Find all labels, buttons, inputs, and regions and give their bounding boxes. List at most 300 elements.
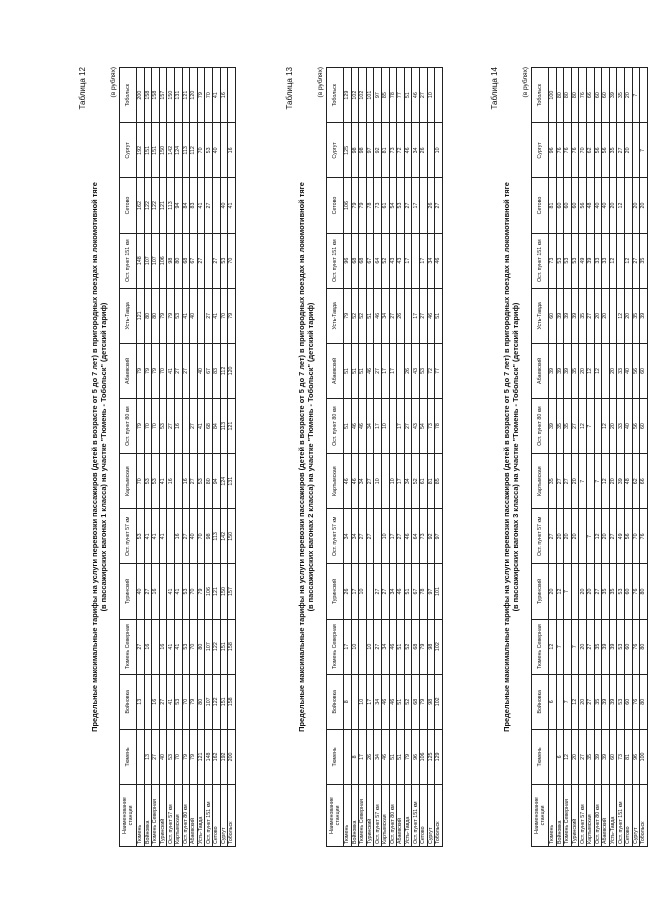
fare-cell: 41 xyxy=(159,454,167,509)
fare-cell: 26 xyxy=(397,288,405,343)
table-row xyxy=(167,68,175,847)
fare-cell: 61 xyxy=(419,454,427,509)
fare-cell: 12 xyxy=(579,399,587,454)
table-row xyxy=(549,68,557,847)
row-station-name: Усть-Тавда xyxy=(404,785,412,847)
currency-note: (в рублях) xyxy=(110,67,117,98)
fare-cell: 79 xyxy=(190,729,198,784)
table-row xyxy=(366,68,374,847)
fare-cell: 150 xyxy=(228,509,236,564)
column-header: Сетово xyxy=(327,178,344,233)
fare-cell: 6 xyxy=(549,674,557,729)
row-station-name: Тобольск xyxy=(228,785,236,847)
fare-cell: 60 xyxy=(602,68,610,123)
fare-cell xyxy=(344,729,352,784)
fare-cell: 39 xyxy=(609,674,617,729)
fare-cell: 79 xyxy=(167,288,175,343)
fare-cell: 70 xyxy=(182,674,190,729)
section-header xyxy=(285,67,325,847)
fare-cell: 53 xyxy=(159,399,167,454)
column-header: Войновка xyxy=(120,674,137,729)
row-station-name: Тюмень Северная xyxy=(152,785,160,847)
fare-cell xyxy=(137,729,145,784)
fare-cell: 142 xyxy=(220,509,228,564)
column-header: Ост. пункт 57 км xyxy=(120,509,137,564)
fare-cell: 35 xyxy=(594,619,602,674)
row-station-name: Войновка xyxy=(144,785,152,847)
fare-cell: 41 xyxy=(212,68,220,123)
fare-cell: 46 xyxy=(427,288,435,343)
fare-cell: 60 xyxy=(549,288,557,343)
fare-cell: 27 xyxy=(419,68,427,123)
fare-cell: 52 xyxy=(381,233,389,288)
fare-cell: 73 xyxy=(374,178,382,233)
fare-cell: 72 xyxy=(397,123,405,178)
fare-cell: 10 xyxy=(381,399,389,454)
fare-cell xyxy=(564,619,572,674)
row-station-name: Войновка xyxy=(556,785,564,847)
fare-cell: 70 xyxy=(190,619,198,674)
row-station-name: Ост. пункт 57 км xyxy=(579,785,587,847)
fare-cell: 162 xyxy=(212,729,220,784)
fare-cell: 79 xyxy=(182,729,190,784)
row-station-name: Тюмень Северная xyxy=(564,785,572,847)
fare-cell: 107 xyxy=(205,674,213,729)
fare-cell: 53 xyxy=(174,674,182,729)
fare-cell: 80 xyxy=(564,68,572,123)
fare-cell: 12 xyxy=(549,619,557,674)
fare-cell: 49 xyxy=(617,509,625,564)
fare-cell: 20 xyxy=(602,509,610,564)
fare-cell: 78 xyxy=(435,399,443,454)
fare-cell xyxy=(579,509,587,564)
fare-cell: 34 xyxy=(374,674,382,729)
fare-cell: 27 xyxy=(137,619,145,674)
fare-cell: 39 xyxy=(549,399,557,454)
fare-cell: 68 xyxy=(351,233,359,288)
fare-cell: 68 xyxy=(182,233,190,288)
column-header: Тюмень xyxy=(120,729,137,784)
fare-cell: 68 xyxy=(412,619,420,674)
fare-cell: 53 xyxy=(564,233,572,288)
fare-cell: 106 xyxy=(159,233,167,288)
fare-cell: 102 xyxy=(359,68,367,123)
fare-cell: 92 xyxy=(427,509,435,564)
fare-cell: 33 xyxy=(602,233,610,288)
currency-note: (в рублях) xyxy=(522,67,529,98)
tariff-section-1 xyxy=(78,67,236,847)
table-row xyxy=(205,68,213,847)
fare-cell: 60 xyxy=(556,178,564,233)
column-header: Тюмень Северная xyxy=(120,619,137,674)
fare-cell: 79 xyxy=(152,343,160,398)
fare-cell: 20 xyxy=(624,123,632,178)
fare-cell: 34 xyxy=(381,619,389,674)
fare-cell: 27 xyxy=(212,233,220,288)
fare-cell xyxy=(366,564,374,619)
fare-cell: 131 xyxy=(174,68,182,123)
row-station-name: Абаевский xyxy=(602,785,610,847)
fare-cell: 26 xyxy=(344,564,352,619)
row-station-name: Абаевский xyxy=(397,785,405,847)
tariff-table-3 xyxy=(531,67,648,847)
fare-cell: 17 xyxy=(397,454,405,509)
fare-cell: 41 xyxy=(167,343,175,398)
fare-cell: 17 xyxy=(419,233,427,288)
table-row xyxy=(359,68,367,847)
fare-cell: 67 xyxy=(412,564,420,619)
fare-cell: 20 xyxy=(564,509,572,564)
fare-cell: 46 xyxy=(397,564,405,619)
fare-cell: 79 xyxy=(144,343,152,398)
table-row xyxy=(404,68,412,847)
table-row xyxy=(144,68,152,847)
fare-cell: 27 xyxy=(586,288,594,343)
column-header: Сетово xyxy=(120,178,137,233)
fare-cell: 53 xyxy=(152,454,160,509)
fare-cell: 98 xyxy=(427,619,435,674)
fare-cell: 40 xyxy=(159,729,167,784)
fare-cell: 70 xyxy=(190,564,198,619)
fare-cell xyxy=(144,674,152,729)
fare-cell: 27 xyxy=(190,399,198,454)
row-station-name: Ост. пункт 57 км xyxy=(167,785,175,847)
fare-cell: 66 xyxy=(586,68,594,123)
fare-cell xyxy=(152,619,160,674)
fare-cell: 84 xyxy=(212,399,220,454)
fare-cell: 85 xyxy=(435,454,443,509)
fare-cell: 76 xyxy=(564,123,572,178)
fare-cell: 192 xyxy=(220,729,228,784)
fare-cell: 101 xyxy=(366,68,374,123)
fare-cell: 35 xyxy=(594,674,602,729)
fare-cell: 56 xyxy=(624,509,632,564)
fare-cell: 27 xyxy=(617,123,625,178)
column-header: Тобольск xyxy=(327,68,344,123)
table-title-line-1: Предельные максимальные тарифы на услуги перевозки пассажиров (детей в возрасте от 5 до 7 лет) в пригородных поездах на локомотивной тяге xyxy=(297,182,306,732)
table-row xyxy=(381,68,389,847)
fare-cell: 83 xyxy=(212,343,220,398)
fare-cell: 80 xyxy=(152,288,160,343)
fare-cell: 52 xyxy=(412,454,420,509)
fare-cell: 85 xyxy=(381,68,389,123)
fare-cell: 10 xyxy=(359,674,367,729)
column-header: Ост. пункт 80 км xyxy=(120,399,137,454)
fare-cell: 7 xyxy=(564,674,572,729)
fare-cell: 51 xyxy=(397,674,405,729)
fare-cell: 16 xyxy=(159,619,167,674)
fare-cell: 113 xyxy=(212,509,220,564)
table-row xyxy=(351,68,359,847)
fare-cell: 67 xyxy=(205,343,213,398)
fare-cell: 97 xyxy=(366,123,374,178)
fare-cell: 51 xyxy=(344,343,352,398)
fare-cell xyxy=(167,509,175,564)
fare-cell: 70 xyxy=(197,509,205,564)
fare-cell: 7 xyxy=(632,68,640,123)
column-header: Сургут xyxy=(327,123,344,178)
fare-cell: 73 xyxy=(389,123,397,178)
fare-cell: 100 xyxy=(640,729,648,784)
header-row xyxy=(532,68,549,847)
fare-cell: 107 xyxy=(152,233,160,288)
fare-cell: 35 xyxy=(586,729,594,784)
row-station-name: Тюмень Северная xyxy=(359,785,367,847)
fare-cell: 27 xyxy=(197,233,205,288)
fare-cell: 81 xyxy=(549,178,557,233)
fare-cell: 20 xyxy=(602,288,610,343)
fare-cell: 125 xyxy=(427,729,435,784)
fare-cell: 27 xyxy=(549,509,557,564)
fare-cell: 26 xyxy=(404,343,412,398)
fare-cell: 70 xyxy=(137,454,145,509)
fare-cell: 20 xyxy=(579,619,587,674)
table-row xyxy=(220,68,228,847)
fare-cell: 12 xyxy=(594,509,602,564)
fare-cell: 20 xyxy=(549,564,557,619)
fare-cell: 79 xyxy=(344,288,352,343)
fare-cell: 13 xyxy=(137,674,145,729)
column-header: Абаевский xyxy=(327,343,344,398)
fare-cell: 121 xyxy=(159,178,167,233)
fare-cell: 70 xyxy=(144,399,152,454)
fare-cell: 20 xyxy=(571,729,579,784)
fare-cell: 56 xyxy=(594,123,602,178)
fare-cell: 46 xyxy=(381,674,389,729)
fare-cell: 12 xyxy=(564,729,572,784)
fare-cell: 51 xyxy=(404,68,412,123)
fare-cell: 27 xyxy=(594,564,602,619)
column-header: Тюмень xyxy=(327,729,344,784)
fare-cell: 73 xyxy=(419,509,427,564)
fare-cell: 7 xyxy=(586,399,594,454)
fare-cell: 52 xyxy=(359,288,367,343)
fare-cell: 62 xyxy=(632,454,640,509)
fare-cell: 97 xyxy=(374,68,382,123)
fare-cell: 125 xyxy=(344,123,352,178)
fare-cell: 70 xyxy=(228,233,236,288)
fare-cell: 122 xyxy=(212,674,220,729)
column-header: Усть-Тавда xyxy=(327,288,344,343)
fare-cell: 39 xyxy=(609,68,617,123)
fare-cell: 43 xyxy=(412,343,420,398)
fare-cell: 35 xyxy=(609,564,617,619)
row-station-name: Усть-Тавда xyxy=(197,785,205,847)
row-station-name: Ост. пункт 57 км xyxy=(374,785,382,847)
fare-cell: 33 xyxy=(617,399,625,454)
table-row xyxy=(586,68,594,847)
fare-cell: 49 xyxy=(579,233,587,288)
fare-cell: 39 xyxy=(571,288,579,343)
fare-cell: 10 xyxy=(389,454,397,509)
fare-cell: 40 xyxy=(197,343,205,398)
fare-cell: 60 xyxy=(624,564,632,619)
fare-cell: 79 xyxy=(190,674,198,729)
fare-cell: 27 xyxy=(389,288,397,343)
fare-cell: 12 xyxy=(602,454,610,509)
fare-cell: 41 xyxy=(174,564,182,619)
fare-cell: 79 xyxy=(359,178,367,233)
row-station-name: Сургут xyxy=(427,785,435,847)
fare-cell: 64 xyxy=(412,509,420,564)
section-header xyxy=(490,67,530,847)
fare-cell: 12 xyxy=(609,233,617,288)
column-header: Абаевский xyxy=(120,343,137,398)
fare-cell: 20 xyxy=(556,509,564,564)
fare-cell: 26 xyxy=(366,729,374,784)
section-header xyxy=(78,67,118,847)
row-station-name: Картымская xyxy=(174,785,182,847)
fare-cell: 96 xyxy=(344,233,352,288)
fare-cell: 80 xyxy=(174,233,182,288)
table-row xyxy=(412,68,420,847)
row-station-name: Тобольск xyxy=(435,785,443,847)
fare-cell: 12 xyxy=(617,288,625,343)
fare-cell xyxy=(174,454,182,509)
fare-cell: 67 xyxy=(190,233,198,288)
fare-cell: 106 xyxy=(205,564,213,619)
fare-cell: 20 xyxy=(579,564,587,619)
table-row xyxy=(137,68,145,847)
column-header-station-name: Наименование станции xyxy=(120,785,137,847)
row-station-name: Абаевский xyxy=(190,785,198,847)
fare-cell: 73 xyxy=(617,729,625,784)
fare-cell: 8 xyxy=(351,729,359,784)
row-station-name: Тюмень xyxy=(344,785,352,847)
fare-cell: 46 xyxy=(351,454,359,509)
fare-cell: 46 xyxy=(435,233,443,288)
fare-cell: 70 xyxy=(152,399,160,454)
tariff-section-3 xyxy=(490,67,648,847)
fare-cell: 46 xyxy=(389,619,397,674)
fare-cell xyxy=(159,564,167,619)
column-header: Тюмень Северная xyxy=(532,619,549,674)
fare-cell: 56 xyxy=(632,343,640,398)
table-row xyxy=(212,68,220,847)
fare-cell xyxy=(435,68,443,123)
fare-cell: 40 xyxy=(624,343,632,398)
fare-cell: 46 xyxy=(359,399,367,454)
fare-cell: 16 xyxy=(167,454,175,509)
fare-cell: 20 xyxy=(579,674,587,729)
fare-cell: 12 xyxy=(594,343,602,398)
fare-cell xyxy=(397,343,405,398)
fare-cell: 10 xyxy=(366,619,374,674)
fare-cell: 27 xyxy=(359,509,367,564)
fare-cell: 53 xyxy=(556,233,564,288)
fare-cell: 27 xyxy=(366,509,374,564)
fare-cell xyxy=(374,509,382,564)
fare-cell: 27 xyxy=(205,288,213,343)
fare-cell: 34 xyxy=(351,509,359,564)
row-station-name: Туринский xyxy=(571,785,579,847)
fare-cell: 80 xyxy=(571,68,579,123)
fare-cell: 16 xyxy=(152,674,160,729)
column-header: Ост. пункт 151 км xyxy=(120,233,137,288)
fare-cell: 16 xyxy=(182,454,190,509)
fare-cell: 157 xyxy=(228,564,236,619)
fare-cell: 53 xyxy=(571,233,579,288)
table-row xyxy=(397,68,405,847)
table-row xyxy=(617,68,625,847)
table-number: Таблица 14 xyxy=(490,67,499,110)
fare-cell: 84 xyxy=(182,178,190,233)
column-header-station-name: Наименование станции xyxy=(327,785,344,847)
fare-cell: 27 xyxy=(366,454,374,509)
fare-cell: 17 xyxy=(389,509,397,564)
fare-cell: 27 xyxy=(182,343,190,398)
fare-cell: 67 xyxy=(366,233,374,288)
fare-cell: 60 xyxy=(564,178,572,233)
fare-cell: 26 xyxy=(427,178,435,233)
fare-cell: 43 xyxy=(389,233,397,288)
fare-cell: 56 xyxy=(632,399,640,454)
fare-cell: 39 xyxy=(617,454,625,509)
fare-cell: 80 xyxy=(640,674,648,729)
fare-cell: 26 xyxy=(419,123,427,178)
fare-cell: 148 xyxy=(205,729,213,784)
fare-cell: 53 xyxy=(397,178,405,233)
column-header: Ост. пункт 80 км xyxy=(532,399,549,454)
column-header: Ост. пункт 57 км xyxy=(327,509,344,564)
fare-cell: 52 xyxy=(351,288,359,343)
fare-cell: 78 xyxy=(419,564,427,619)
table-row xyxy=(624,68,632,847)
column-header: Картымская xyxy=(327,454,344,509)
fare-cell xyxy=(381,454,389,509)
table-row xyxy=(640,68,648,847)
fare-cell: 12 xyxy=(602,399,610,454)
row-station-name: Ост. пункт 151 км xyxy=(617,785,625,847)
fare-cell: 122 xyxy=(144,178,152,233)
fare-cell: 76 xyxy=(632,619,640,674)
fare-cell: 150 xyxy=(220,564,228,619)
fare-cell: 66 xyxy=(640,454,648,509)
fare-cell: 39 xyxy=(602,674,610,729)
fare-cell: 56 xyxy=(579,178,587,233)
fare-cell: 77 xyxy=(435,343,443,398)
fare-cell: 41 xyxy=(228,178,236,233)
fare-cell: 70 xyxy=(579,123,587,178)
fare-cell: 17 xyxy=(389,343,397,398)
table-title-line-2: (в пассажирских вагонах 3 класса) на участке "Тюмень - Тобольск" (детский тариф) xyxy=(511,302,520,612)
fare-cell: 10 xyxy=(359,564,367,619)
fare-cell: 27 xyxy=(182,509,190,564)
fare-cell: 34 xyxy=(344,509,352,564)
column-header-station-name: Наименование станции xyxy=(532,785,549,847)
fare-cell: 76 xyxy=(632,674,640,729)
fare-cell: 17 xyxy=(344,619,352,674)
fare-cell: 192 xyxy=(137,123,145,178)
fare-cell xyxy=(389,399,397,454)
fare-cell xyxy=(640,68,648,123)
fare-cell: 70 xyxy=(220,288,228,343)
fare-cell: 80 xyxy=(640,564,648,619)
table-title-line-1: Предельные максимальные тарифы на услуги перевозки пассажиров (детей в возрасте от 5 до 7 лет) в пригородных поездах на локомотивной тяге xyxy=(90,182,99,732)
fare-cell: 97 xyxy=(435,509,443,564)
fare-cell: 96 xyxy=(632,729,640,784)
table-number: Таблица 12 xyxy=(78,67,87,110)
fare-cell xyxy=(586,454,594,509)
row-station-name: Тюмень xyxy=(137,785,145,847)
row-station-name: Ост. пункт 80 км xyxy=(389,785,397,847)
fare-cell: 107 xyxy=(205,619,213,674)
fare-cell: 27 xyxy=(579,729,587,784)
column-header: Абаевский xyxy=(532,343,549,398)
fare-cell: 34 xyxy=(404,454,412,509)
fare-cell xyxy=(632,123,640,178)
table-row xyxy=(190,68,198,847)
